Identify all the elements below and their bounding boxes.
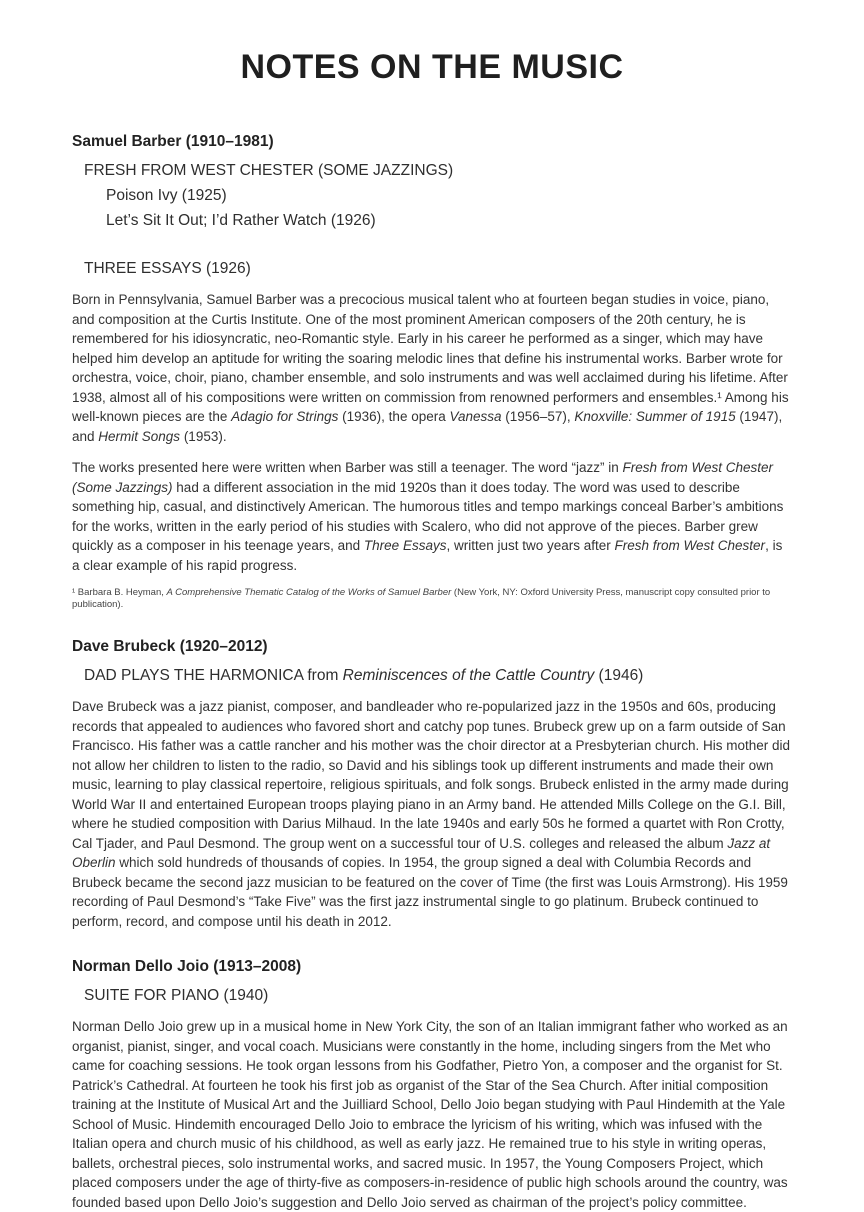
plain-text: (1936), the opera	[338, 409, 450, 424]
plain-text: THREE ESSAYS (1926)	[84, 260, 251, 277]
plain-text: (1953).	[180, 428, 227, 444]
work-title	[72, 663, 792, 688]
italic-text: Fresh from West Chester	[614, 538, 766, 553]
composer-heading: Samuel Barber (1910–1981)	[72, 133, 274, 150]
work-title	[72, 208, 792, 233]
plain-text: which sold hundreds of thousands of copies. In 1954, the group signed a deal with Columbia Records and Brubeck became the second jazz musician to be featured on the cover of Time (the first was Louis Armstrong). His 1959 recording of Paul Desmond’s “Take Five” was the first jazz instrumental single to go platinum. Brubeck continued to perform, record, and compose until his death in 2012.	[72, 855, 788, 929]
bio-paragraph	[72, 697, 792, 931]
composer-heading: Norman Dello Joio (1913–2008)	[72, 958, 302, 975]
plain-text: (1956–57),	[501, 409, 575, 424]
italic-text: Jazz at Oberlin	[72, 835, 771, 870]
italic-text: Adagio for Strings	[231, 409, 339, 424]
plain-text: The works presented here were written when Barber was still a teenager. The word “jazz” in	[72, 460, 623, 475]
bio-paragraph	[72, 458, 792, 575]
page-title: NOTES ON THE MUSIC	[240, 48, 624, 86]
bio-paragraph	[72, 1017, 792, 1212]
composer-section	[72, 638, 792, 931]
bio-paragraph	[72, 290, 792, 446]
plain-text: SUITE FOR PIANO (1940)	[84, 987, 269, 1004]
plain-text: Norman Dello Joio grew up in a musical home in New York City, the son of an Italian immigrant father who worked as an organist, pianist, singer, and vocal coach. Musicians were constantly in the home, including singers from the Met who came for coaching sessions. He took organ lessons from his Godfather, Pietro Yon, a composer and the organist for St. Patrick’s Cathedral. At fourteen he took his first job as organist of the Star of the Sea Church. After initial composition training at the Institute of Musical Art and the Juilliard School, Dello Joio began studying with Paul Hindemith at the Yale School of Music. Hindemith encouraged Dello Joio to embrace the lyricism of his writing, which was infused with the Italian opera and church music of his childhood, as well as early jazz. He remained true to his style in writing operas, ballets, orchestral pieces, solo instrumental works, and sacred music. In 1957, the Young Composers Project, which placed composers under the age of thirty-five as composers-in-residence of public high schools around the country, was founded based upon Dello Joio’s suggestion and Dello Joio served as chairman of the project’s policy committee.	[72, 1019, 788, 1210]
italic-text: Three Essays	[363, 538, 447, 553]
plain-text: Let’s Sit It Out; I’d Rather Watch (1926)	[106, 212, 376, 229]
italic-text: Fresh from West Chester (Some Jazzings)	[72, 460, 774, 495]
plain-text: ¹ Barbara B. Heyman,	[72, 587, 167, 598]
italic-text: Knoxville: Summer of 1915	[574, 409, 736, 424]
italic-text: Reminiscences of the Cattle Country	[342, 667, 595, 684]
composer-section	[72, 133, 792, 611]
plain-text: had a different association in the mid 1920s than it does today. The word was used to describe something hip, casual, and distinctively American. The humorous titles and tempo markings conceal Barber’s ambitions for the works, written in the early period of his studies with Scalero, who did not approve of the pieces. Barber grew quickly as a composer in his teenage years, and	[72, 479, 784, 553]
plain-text: DAD PLAYS THE HARMONICA from	[84, 667, 343, 684]
italic-text: Hermit Songs	[98, 428, 181, 444]
work-title	[72, 983, 792, 1008]
plain-text: , written just two years after	[446, 538, 615, 553]
plain-text: Born in Pennsylvania, Samuel Barber was a precocious musical talent who at fourteen began studies in voice, piano, and composition at the Curtis Institute. One of the most prominent American composers of the 20th century, he is remembered for his idiosyncratic, neo-Romantic style. Early in his career he performed as a singer, which may have helped him develop an aptitude for writing the soaring melodic lines that define his instrumental works. Barber wrote for orchestra, voice, choir, piano, chamber ensemble, and solo instruments and was well acclaimed during his lifetime. After 1938, almost all of his compositions were written on commission from renowned performers and ensembles.¹ Among his well-known pieces are the	[72, 292, 789, 424]
work-title	[72, 158, 792, 183]
work-title	[72, 183, 792, 208]
sections	[72, 133, 792, 1212]
work-title	[72, 256, 792, 281]
plain-text: Dave Brubeck was a jazz pianist, composer, and bandleader who re-popularized jazz in the 1950s and 60s, producing records that appealed to audiences who favored short and catchy pop tunes. Brubeck grew up on a farm outside of San Francisco. His father was a cattle rancher and his mother was the choir director at a Presbyterian church. His mother did not allow her children to listen to the radio, so David and his siblings took up different instruments and made their own music, learning to play classical repertoire, religious spirituals, and folk songs. Brubeck enlisted in the army made during World War II and entertained European troops playing piano in an Army band. He attended Mills College on the G.I. Bill, where he studied composition with Darius Milhaud. In the late 1940s and early 50s he formed a quartet with Ron Crotty, Cal Tjader, and Paul Desmond. The group went on a successful tour of U.S. colleges and released the album	[72, 699, 791, 851]
composer-section	[72, 958, 792, 1212]
composer-heading: Dave Brubeck (1920–2012)	[72, 638, 268, 655]
footnote	[72, 587, 792, 611]
italic-text: Vanessa	[449, 409, 502, 424]
plain-text: (1946)	[594, 667, 644, 684]
plain-text: , is a clear example of his rapid progress.	[72, 538, 783, 573]
plain-text: FRESH FROM WEST CHESTER (SOME JAZZINGS)	[84, 162, 454, 179]
italic-text: A Comprehensive Thematic Catalog of the Works of Samuel Barber	[166, 587, 452, 598]
plain-text: (1947), and	[72, 409, 783, 444]
plain-text: (New York, NY: Oxford University Press, manuscript copy consulted prior to publication).	[72, 587, 771, 610]
plain-text: Poison Ivy (1925)	[106, 187, 227, 204]
